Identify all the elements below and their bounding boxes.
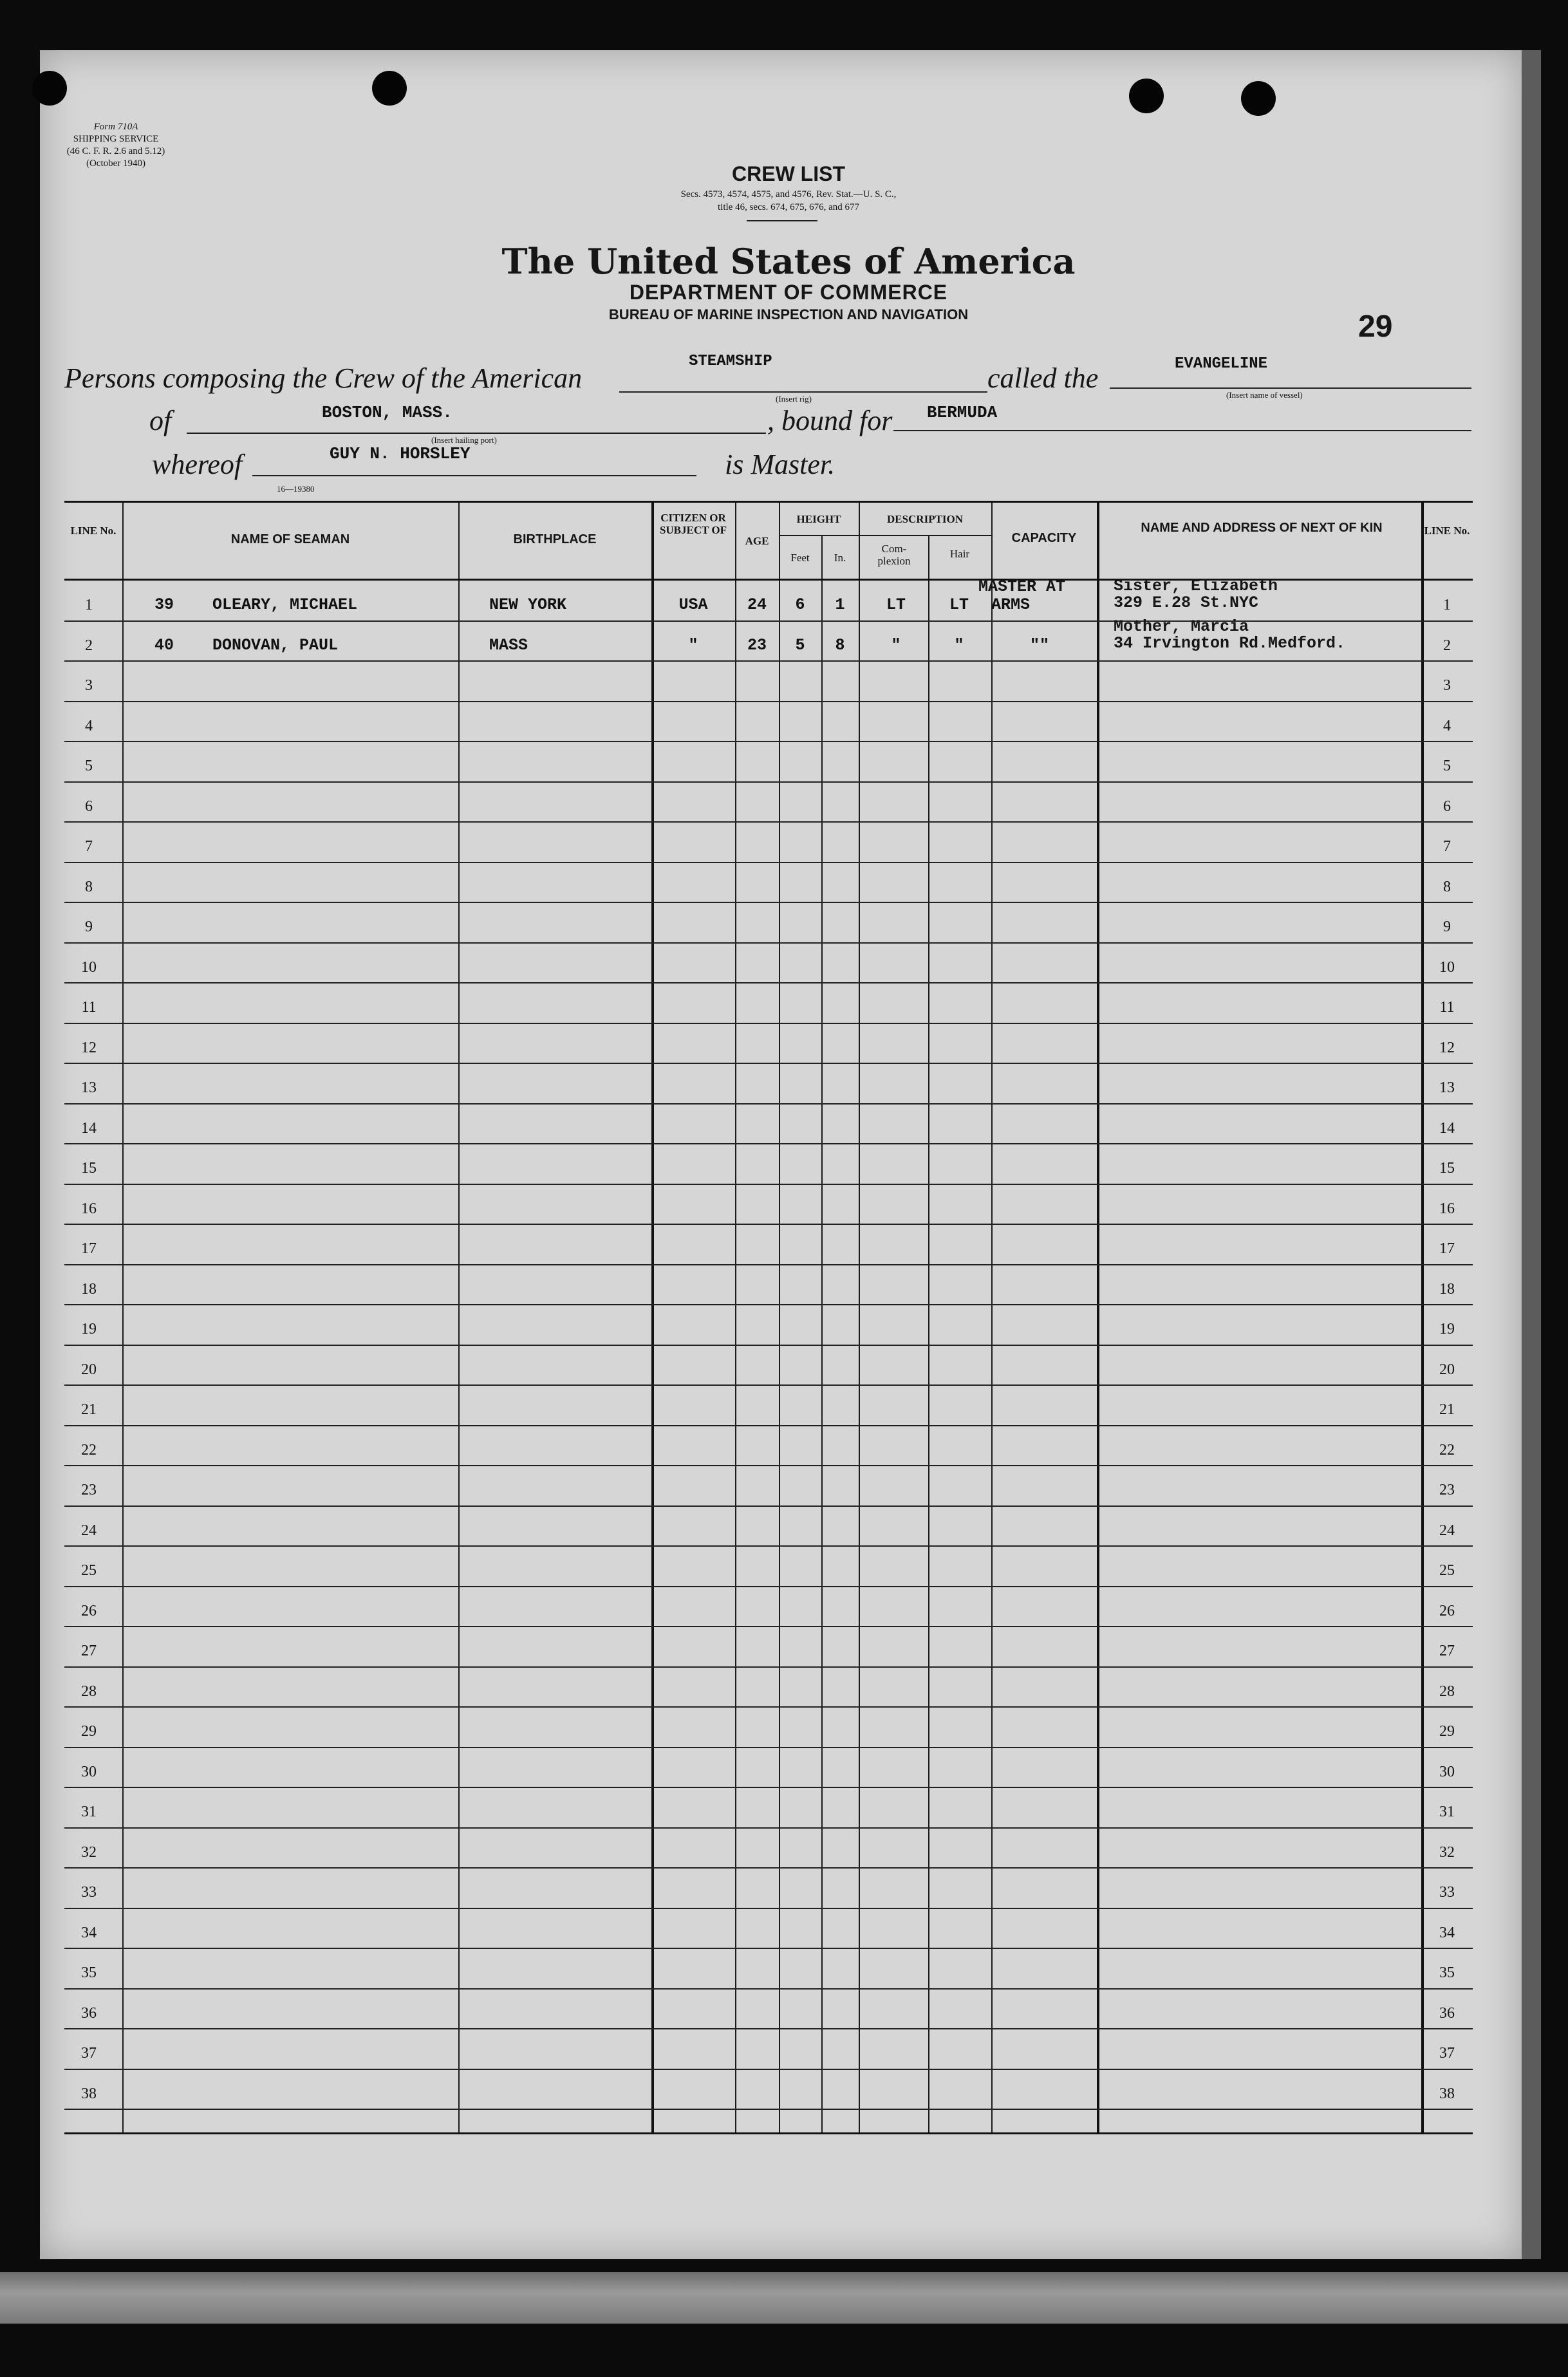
line-number-right: 24 bbox=[1439, 1522, 1455, 1539]
rig-caption: (Insert rig) bbox=[776, 394, 812, 404]
statute-line-2: title 46, secs. 674, 675, 676, and 677 bbox=[718, 202, 859, 212]
print-code: 16—19380 bbox=[277, 484, 315, 494]
line-number: 19 bbox=[81, 1321, 97, 1338]
table-row bbox=[64, 1507, 1473, 1547]
crew-table bbox=[64, 501, 1473, 2134]
of-text: of bbox=[149, 405, 172, 436]
line-number: 8 bbox=[85, 878, 93, 895]
line-number-right: 9 bbox=[1443, 918, 1451, 935]
line-number-right: 6 bbox=[1443, 797, 1451, 815]
line-number: 16 bbox=[81, 1200, 97, 1217]
table-row bbox=[64, 1829, 1473, 1869]
line-number-right: 26 bbox=[1439, 1602, 1455, 1619]
table-row bbox=[64, 1708, 1473, 1748]
line-number-right: 27 bbox=[1439, 1643, 1455, 1659]
header-height: HEIGHT bbox=[796, 513, 841, 525]
table-row bbox=[64, 1466, 1473, 1507]
port-value: BOSTON, MASS. bbox=[322, 403, 453, 422]
complexion-value: LT bbox=[886, 595, 906, 614]
line-number-right: 13 bbox=[1439, 1079, 1455, 1096]
line-number: 1 bbox=[85, 597, 93, 613]
scanner-strip bbox=[0, 2272, 1568, 2324]
line-number: 6 bbox=[85, 797, 93, 815]
table-double-rule bbox=[64, 2133, 1473, 2134]
line-number-right: 18 bbox=[1439, 1280, 1455, 1298]
line-number-right: 7 bbox=[1443, 838, 1451, 855]
line-number-right: 19 bbox=[1439, 1321, 1455, 1338]
capacity-value: ARMS bbox=[991, 595, 1031, 614]
line-number: 18 bbox=[81, 1280, 97, 1298]
line-number: 26 bbox=[81, 1602, 97, 1619]
table-row bbox=[64, 1265, 1473, 1306]
table-row bbox=[64, 617, 1473, 662]
header-feet: Feet bbox=[790, 552, 810, 564]
table-row bbox=[64, 2029, 1473, 2070]
hair-value: " bbox=[954, 635, 964, 655]
line-number-right: 30 bbox=[1439, 1763, 1455, 1780]
destination-line bbox=[893, 430, 1471, 431]
statute-line-1: Secs. 4573, 4574, 4575, and 4576, Rev. Stat.—U. S. C., bbox=[680, 189, 897, 200]
table-row bbox=[64, 1869, 1473, 1909]
seq-number: 39 bbox=[154, 595, 174, 614]
line-number: 10 bbox=[81, 958, 97, 976]
paper-edge-shadow bbox=[1522, 50, 1541, 2259]
line-number-right: 29 bbox=[1439, 1723, 1455, 1740]
table-row bbox=[64, 577, 1473, 622]
line-number-right: 35 bbox=[1439, 1964, 1455, 1981]
line-number-right: 36 bbox=[1439, 2004, 1455, 2022]
form-number: Form 710A bbox=[93, 122, 138, 132]
line-number-right: 1 bbox=[1443, 597, 1451, 613]
header-capacity: CAPACITY bbox=[1011, 531, 1077, 545]
line-number: 22 bbox=[81, 1441, 97, 1459]
port-line bbox=[187, 433, 766, 434]
table-row bbox=[64, 823, 1473, 863]
table-row bbox=[64, 983, 1473, 1024]
line-number-right: 5 bbox=[1443, 758, 1451, 774]
line-number-right: 32 bbox=[1439, 1843, 1455, 1861]
table-row bbox=[64, 1426, 1473, 1467]
table-row bbox=[64, 742, 1473, 783]
header-name: NAME OF SEAMAN bbox=[230, 532, 350, 546]
line-number: 13 bbox=[81, 1079, 97, 1096]
department-heading: DEPARTMENT OF COMMERCE bbox=[629, 281, 948, 304]
destination-value: BERMUDA bbox=[927, 403, 998, 422]
line-number: 9 bbox=[85, 918, 93, 935]
citizen-value: USA bbox=[678, 595, 708, 614]
line-number: 37 bbox=[81, 2045, 97, 2062]
table-row bbox=[64, 1909, 1473, 1950]
table-row bbox=[64, 1305, 1473, 1346]
vessel-value: EVANGELINE bbox=[1175, 355, 1268, 373]
line-number-right: 2 bbox=[1443, 637, 1451, 654]
line-number: 33 bbox=[81, 1884, 97, 1901]
line-number: 20 bbox=[81, 1361, 97, 1378]
line-number-right: 33 bbox=[1439, 1884, 1455, 1901]
punch-hole-icon bbox=[1129, 79, 1164, 113]
form-service: SHIPPING SERVICE bbox=[73, 134, 159, 144]
line-number: 4 bbox=[85, 717, 93, 734]
line-number-right: 12 bbox=[1439, 1039, 1455, 1056]
line-number-right: 14 bbox=[1439, 1119, 1455, 1137]
whereof-text: whereof bbox=[152, 449, 243, 480]
line-number-right: 8 bbox=[1443, 878, 1451, 895]
line-number-right: 15 bbox=[1439, 1160, 1455, 1177]
bureau-heading: BUREAU OF MARINE INSPECTION AND NAVIGATION bbox=[608, 306, 969, 322]
line-number: 32 bbox=[81, 1843, 97, 1861]
table-row bbox=[64, 2070, 1473, 2111]
bound-text: , bound for bbox=[767, 405, 893, 436]
rig-line bbox=[619, 391, 987, 393]
table-row bbox=[64, 944, 1473, 984]
table-row bbox=[64, 1990, 1473, 2030]
line-number-right: 21 bbox=[1439, 1401, 1455, 1418]
master-suffix: is Master. bbox=[725, 449, 835, 480]
table-row bbox=[64, 1346, 1473, 1386]
age-value: 24 bbox=[747, 595, 767, 614]
birthplace-value: MASS bbox=[489, 635, 528, 655]
form-date: (October 1940) bbox=[86, 158, 146, 169]
table-row bbox=[64, 1225, 1473, 1265]
table-row bbox=[64, 1185, 1473, 1226]
form-identifier bbox=[48, 121, 183, 170]
line-number-right: 17 bbox=[1439, 1240, 1455, 1257]
statute-reference bbox=[451, 188, 1126, 214]
citizen-value: " bbox=[688, 635, 698, 655]
capacity-value: "" bbox=[1030, 635, 1050, 655]
persons-text: Persons composing the Crew of the American bbox=[64, 362, 583, 394]
rig-value: STEAMSHIP bbox=[689, 353, 772, 370]
line-number: 21 bbox=[81, 1401, 97, 1418]
called-text: called the bbox=[987, 362, 1099, 394]
header-hair: Hair bbox=[949, 548, 970, 560]
header-birthplace: BIRTHPLACE bbox=[513, 532, 597, 546]
punch-hole-icon bbox=[372, 71, 407, 106]
inches-value: 8 bbox=[835, 635, 845, 655]
line-number: 29 bbox=[81, 1723, 97, 1740]
line-number: 28 bbox=[81, 1683, 97, 1700]
age-value: 23 bbox=[747, 635, 767, 655]
table-row bbox=[64, 702, 1473, 743]
line-number-right: 37 bbox=[1439, 2045, 1455, 2062]
header-complexion: Com- plexion bbox=[877, 543, 911, 567]
page-title: CREW LIST bbox=[732, 162, 845, 185]
table-row bbox=[64, 1949, 1473, 1990]
line-number-right: 10 bbox=[1439, 958, 1455, 976]
table-row bbox=[64, 1547, 1473, 1587]
line-number: 15 bbox=[81, 1160, 97, 1177]
table-row bbox=[64, 662, 1473, 702]
line-number: 11 bbox=[81, 999, 97, 1016]
table-row bbox=[64, 1386, 1473, 1426]
header-inches: In. bbox=[834, 552, 846, 564]
next-of-kin-address: 329 E.28 St.NYC bbox=[1114, 593, 1259, 612]
table-row bbox=[64, 1788, 1473, 1829]
line-number: 25 bbox=[81, 1562, 97, 1579]
punch-hole-left-icon bbox=[32, 71, 67, 106]
table-row bbox=[64, 1587, 1473, 1628]
line-number-right: 38 bbox=[1439, 2085, 1455, 2102]
line-number-right: 34 bbox=[1439, 1924, 1455, 1941]
line-number: 30 bbox=[81, 1763, 97, 1780]
line-number: 3 bbox=[85, 677, 93, 694]
complexion-value: " bbox=[891, 635, 901, 655]
capacity-value-top: MASTER AT bbox=[978, 577, 1066, 596]
seaman-name: DONOVAN, PAUL bbox=[212, 635, 339, 655]
table-row bbox=[64, 1627, 1473, 1668]
seq-number: 40 bbox=[154, 635, 174, 655]
header-next-of-kin: NAME AND ADDRESS OF NEXT OF KIN bbox=[1141, 521, 1383, 535]
table-row bbox=[64, 783, 1473, 823]
next-of-kin-name: Sister, Elizabeth bbox=[1114, 577, 1278, 595]
line-number-right: 31 bbox=[1439, 1804, 1455, 1820]
table-row bbox=[64, 903, 1473, 944]
header-citizen: CITIZEN OR SUBJECT OF bbox=[659, 512, 727, 536]
header-line-no-right: LINE No. bbox=[1424, 525, 1470, 537]
table-row bbox=[64, 863, 1473, 904]
form-cfr: (46 C. F. R. 2.6 and 5.12) bbox=[66, 146, 165, 156]
master-value: GUY N. HORSLEY bbox=[330, 444, 471, 463]
line-number: 38 bbox=[81, 2085, 97, 2102]
punch-hole-icon bbox=[1241, 81, 1276, 116]
height-subrule bbox=[779, 535, 859, 536]
header-line-no: LINE No. bbox=[70, 525, 117, 537]
line-number-right: 3 bbox=[1443, 677, 1451, 694]
line-number: 12 bbox=[81, 1039, 97, 1056]
line-number: 34 bbox=[81, 1924, 97, 1941]
hair-value: LT bbox=[949, 595, 969, 614]
table-row bbox=[64, 1748, 1473, 1789]
table-row bbox=[64, 1064, 1473, 1105]
inches-value: 1 bbox=[835, 595, 845, 614]
next-of-kin-address: 34 Irvington Rd.Medford. bbox=[1114, 633, 1346, 653]
line-number: 24 bbox=[81, 1522, 97, 1539]
line-number-right: 20 bbox=[1439, 1361, 1455, 1378]
line-number-right: 28 bbox=[1439, 1683, 1455, 1700]
line-number-right: 25 bbox=[1439, 1562, 1455, 1579]
line-number-right: 11 bbox=[1439, 999, 1455, 1016]
port-caption: (Insert hailing port) bbox=[431, 435, 497, 445]
table-row bbox=[64, 1105, 1473, 1145]
next-of-kin-name: Mother, Marcia bbox=[1114, 617, 1249, 636]
page-mark: 29 bbox=[1358, 310, 1393, 344]
feet-value: 5 bbox=[795, 635, 805, 655]
table-row bbox=[64, 1024, 1473, 1065]
line-number: 14 bbox=[81, 1119, 97, 1137]
table-row bbox=[64, 1668, 1473, 1708]
master-line bbox=[252, 475, 696, 476]
line-number: 31 bbox=[81, 1804, 97, 1820]
feet-value: 6 bbox=[795, 595, 805, 614]
line-number-right: 16 bbox=[1439, 1200, 1455, 1217]
line-number: 5 bbox=[85, 758, 93, 774]
line-number: 27 bbox=[81, 1643, 97, 1659]
country-heading: The United States of America bbox=[501, 241, 1076, 282]
header-age: AGE bbox=[745, 535, 769, 547]
line-number: 23 bbox=[81, 1482, 97, 1498]
line-number: 2 bbox=[85, 637, 93, 654]
description-subrule bbox=[859, 535, 991, 536]
line-number-right: 4 bbox=[1443, 717, 1451, 734]
birthplace-value: NEW YORK bbox=[489, 595, 567, 614]
header-description: DESCRIPTION bbox=[886, 513, 964, 525]
crew-rows bbox=[64, 577, 1473, 2110]
table-row bbox=[64, 1144, 1473, 1185]
line-number-right: 22 bbox=[1439, 1441, 1455, 1459]
line-number: 7 bbox=[85, 838, 93, 855]
vessel-line bbox=[1110, 387, 1471, 389]
line-number-right: 23 bbox=[1439, 1482, 1455, 1498]
line-number: 35 bbox=[81, 1964, 97, 1981]
seaman-name: OLEARY, MICHAEL bbox=[212, 595, 358, 614]
line-number: 17 bbox=[81, 1240, 97, 1257]
line-number: 36 bbox=[81, 2004, 97, 2022]
vessel-caption: (Insert name of vessel) bbox=[1226, 390, 1303, 400]
divider bbox=[747, 220, 817, 221]
